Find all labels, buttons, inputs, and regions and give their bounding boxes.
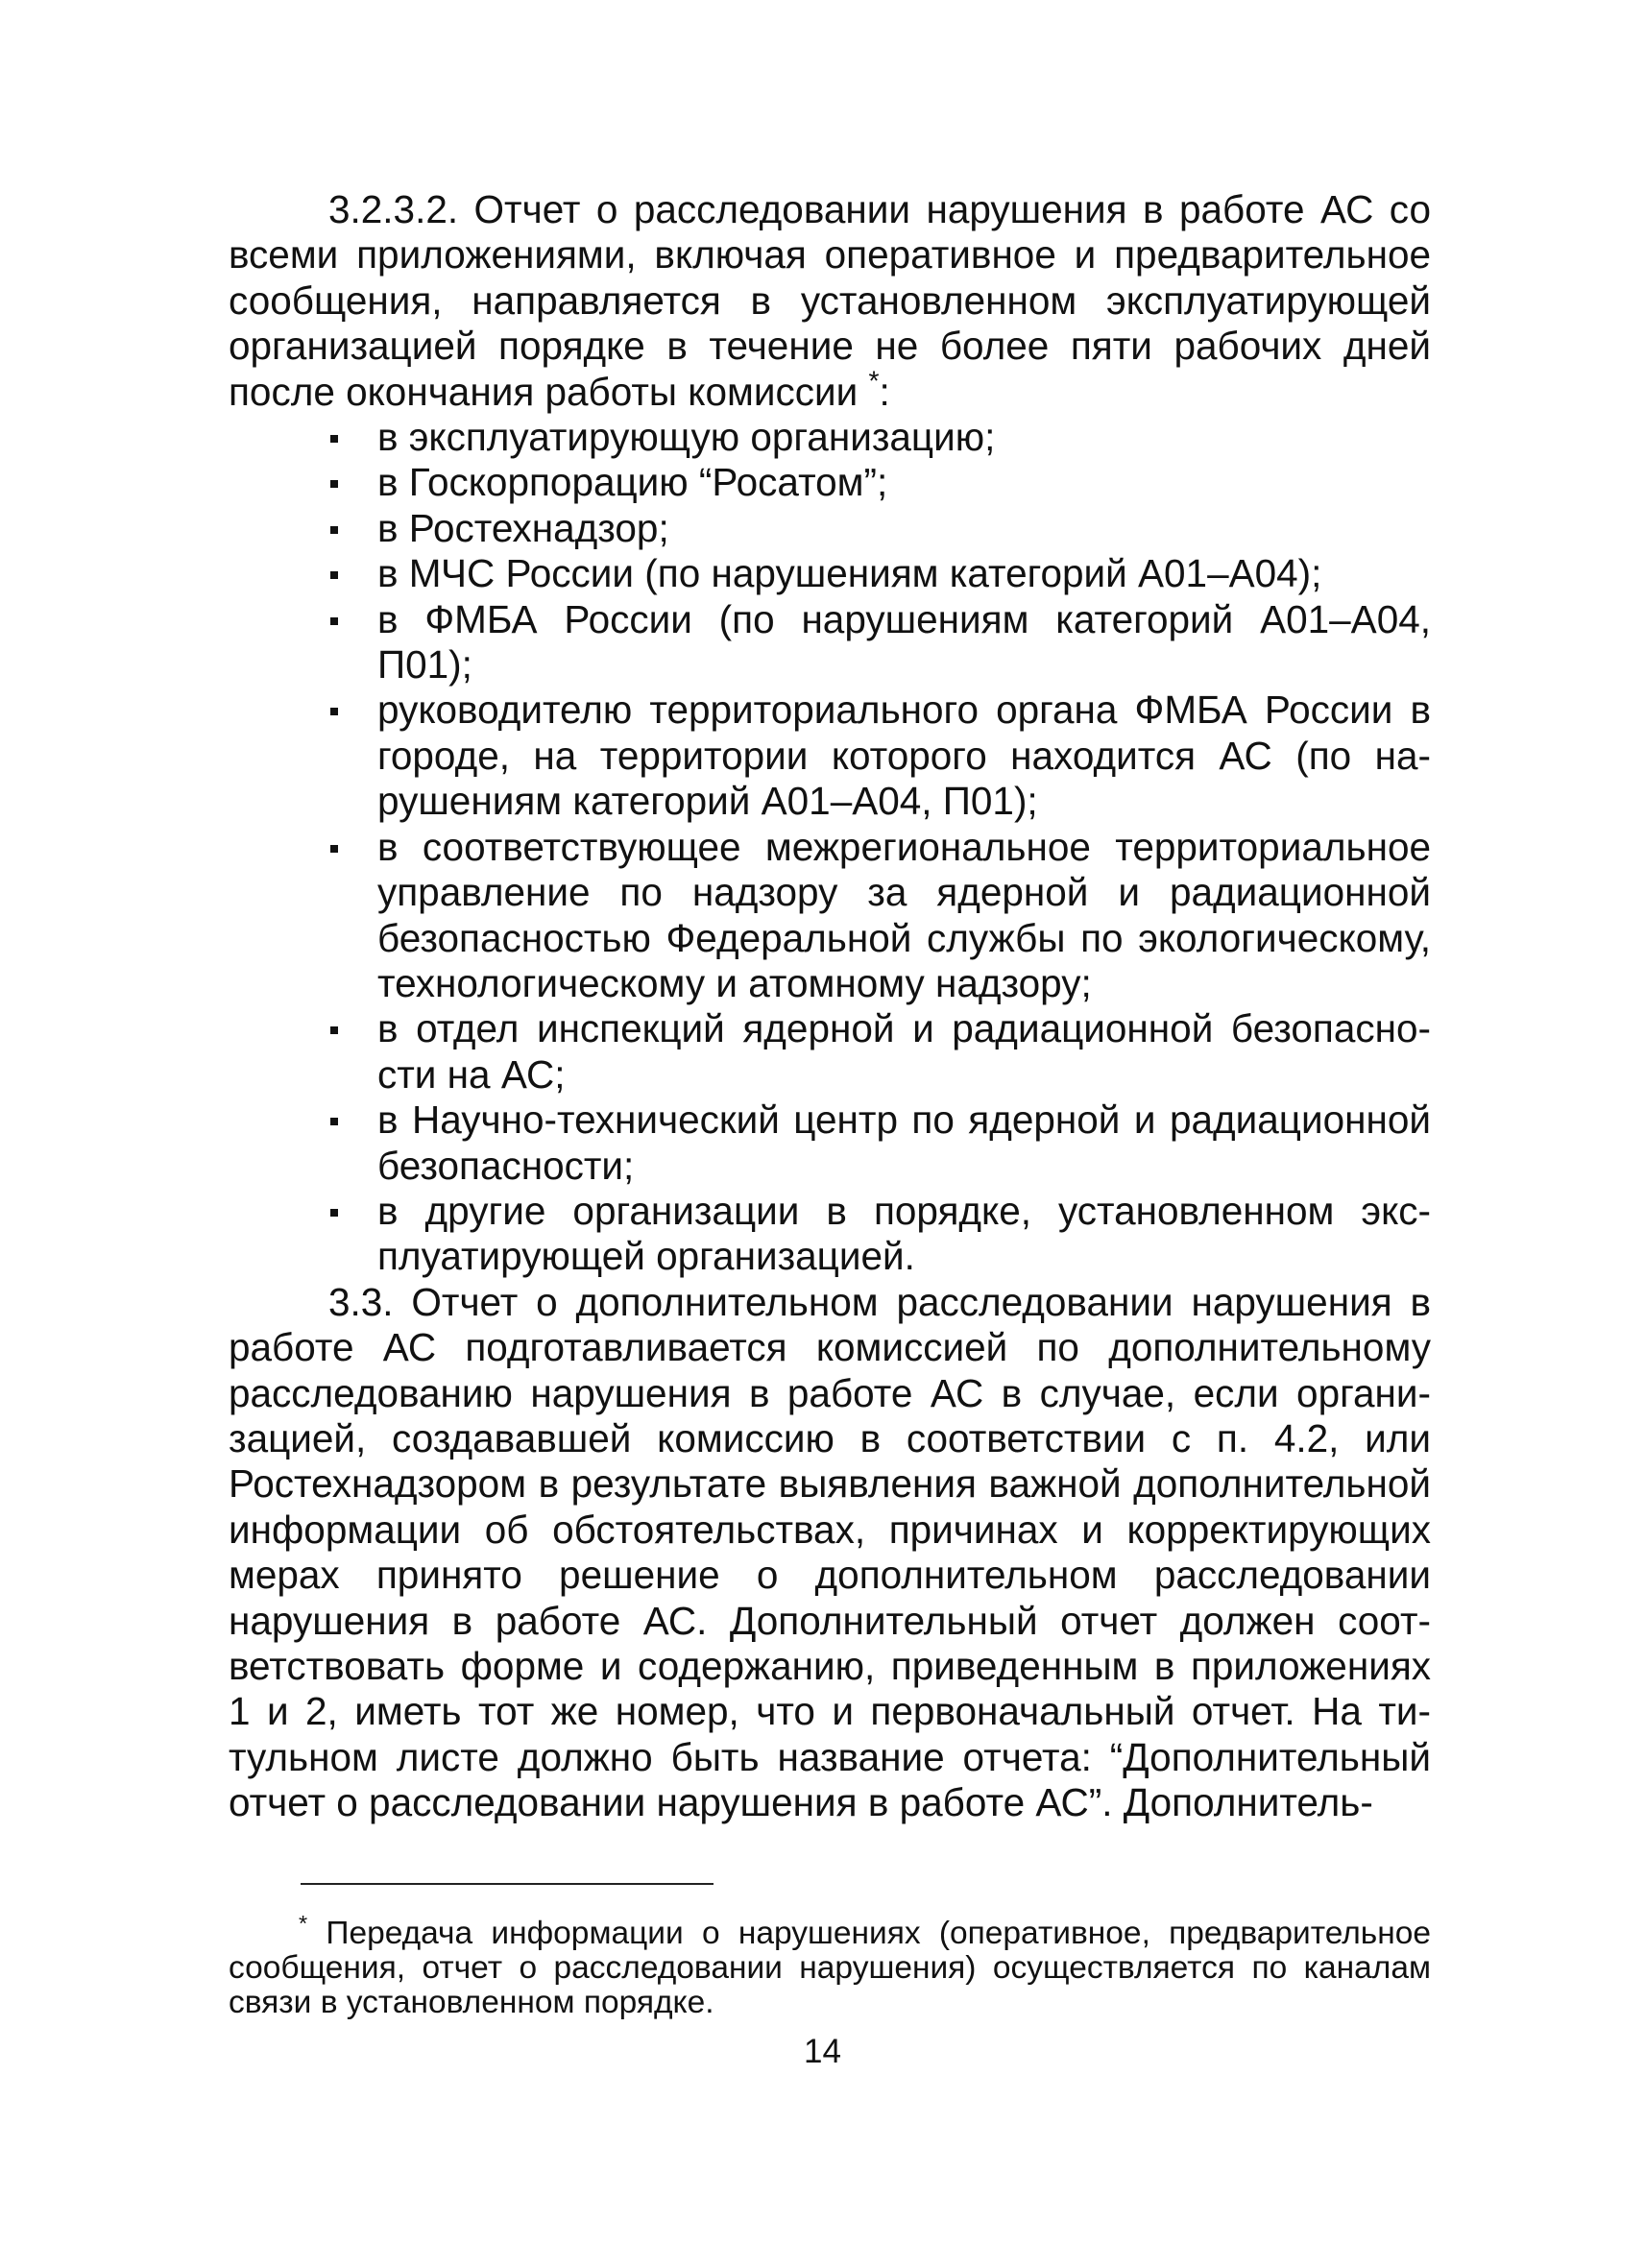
list-item: в ФМБА России (по нарушениям категорий А01–А04, П01); [229, 597, 1431, 688]
bullet-icon [330, 571, 338, 579]
list-item: в МЧС России (по нарушениям категорий А01–А04); [229, 551, 1431, 596]
paragraph-3-2-3-2 [229, 187, 1431, 415]
bullet-icon [330, 1118, 338, 1125]
paragraph-3-3: 3.3. Отчет о дополнительном расследовании нарушения в работе АС подготавливается комиссией по дополнительному расследованию нарушения в работе АС в случае, если организацией, создававшей комиссию в соответствии с п. 4.2, или Ростехнадзором в результате выявления важной дополнительной информации об обстоятельствах, причинах и корректирующих мерах принято решение о дополнительном расследовании нарушения в работе АС. Дополнительный отчет должен соответствовать форме и содержанию, приведенным в приложениях 1 и 2, иметь тот же номер, что и первоначальный отчет. На титульном листе должно быть название отчета: “Дополнительный отчет о расследовании нарушения в работе АС”. Дополнитель- [229, 1279, 1431, 1825]
main-text [229, 187, 1431, 1826]
footnote-text: Передача информации о нарушениях (оперативное, предварительное сообщения, отчет о расследовании нарушения) осуществляется по каналам связи в установленном порядке. [229, 1916, 1431, 2020]
list-item: в эксплуатирующую организацию; [229, 415, 1431, 460]
page-number: 14 [804, 2033, 841, 2070]
list-item: в соответствующее межрегиональное территориальное управление по надзору за ядерной и радиационной безопасностью Федеральной службы по экологическому, технологическому и атомному надзору; [229, 825, 1431, 1007]
recipients-list [229, 415, 1431, 1280]
footnote-reference: * [868, 366, 880, 398]
footnote-divider [301, 1883, 714, 1885]
paragraph-text: 3.2.3.2. Отчет о расследовании нарушения в работе АС со всеми приложениями, включая оперативное и предварительное сообщения, направляется в установленном эксплуатирующей организацией порядке в течение не более пяти рабочих дней после окончания работы комиссии [229, 187, 1431, 414]
bullet-icon [330, 526, 338, 534]
footnote-mark: * [299, 1911, 308, 1937]
bullet-icon [330, 1209, 338, 1217]
list-item: в отдел инспекций ядерной и радиационной безопасности на АС; [229, 1006, 1431, 1098]
list-item: в Научно-технический центр по ядерной и радиационной безопасности; [229, 1098, 1431, 1189]
list-item: в другие организации в порядке, установленном эксплуатирующей организацией. [229, 1189, 1431, 1280]
footnote [229, 1911, 1431, 2020]
list-item: в Госкорпорацию “Росатом”; [229, 460, 1431, 505]
paragraph-text-end: : [879, 369, 890, 414]
bullet-icon [330, 617, 338, 625]
list-item: в Ростехнадзор; [229, 506, 1431, 551]
bullet-icon [330, 708, 338, 715]
bullet-icon [330, 435, 338, 443]
list-item: руководителю территориального органа ФМБА России в городе, на территории которого находится АС (по нарушениям категорий А01–А04, П01); [229, 688, 1431, 824]
bullet-icon [330, 845, 338, 853]
bullet-icon [330, 1026, 338, 1034]
bullet-icon [330, 480, 338, 488]
